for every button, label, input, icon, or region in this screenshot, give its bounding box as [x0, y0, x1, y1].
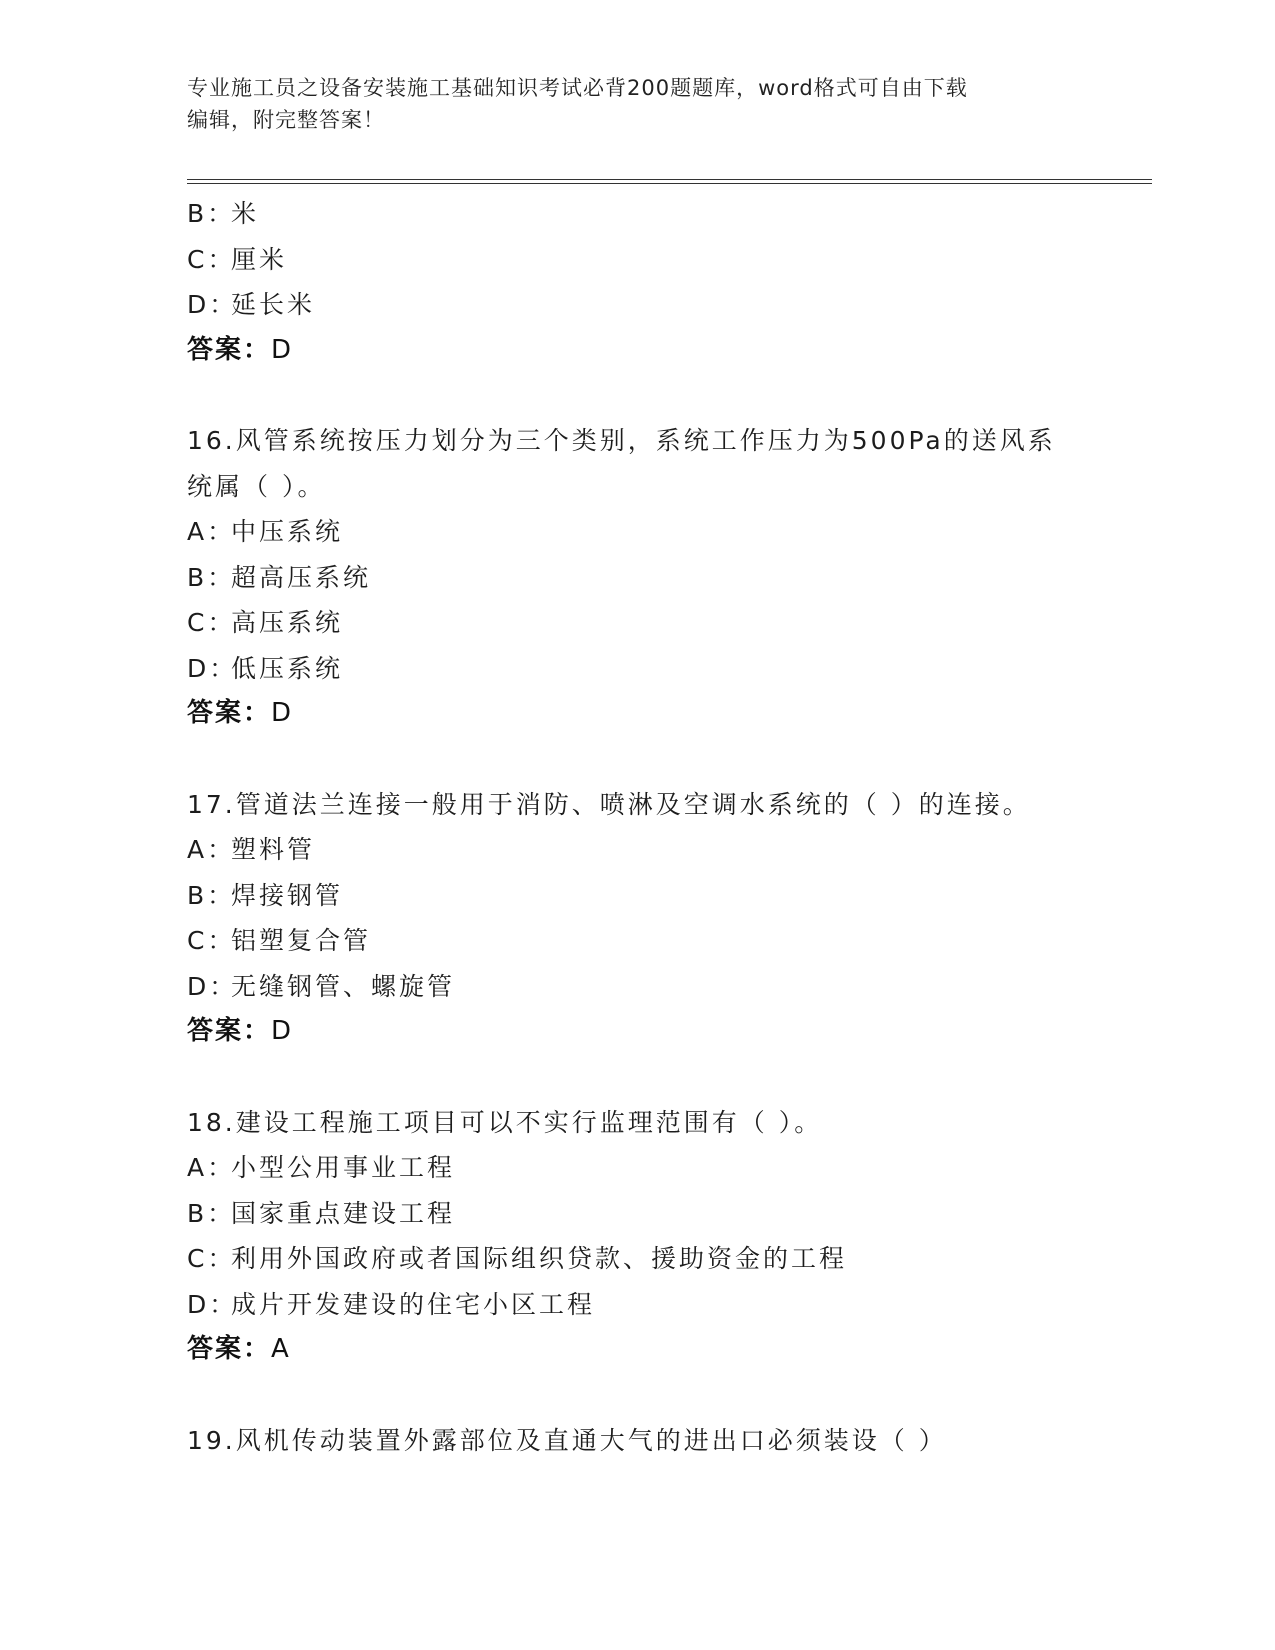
option-key: D：	[187, 971, 238, 1001]
question-stem-continued: 统属（ ）。	[187, 471, 326, 501]
spacer	[187, 1055, 1087, 1100]
option-text: 中压系统	[231, 517, 344, 546]
option-text: 利用外国政府或者国际组织贷款、援助资金的工程	[231, 1244, 848, 1273]
question-stem: 17.管道法兰连接一般用于消防、喷淋及空调水系统的（ ）的连接。	[187, 789, 1031, 819]
option-d	[187, 1282, 1087, 1328]
header-divider-bottom	[187, 183, 1152, 184]
answer-label: 答案：	[187, 698, 272, 728]
document-header	[187, 72, 1077, 136]
answer-line	[187, 328, 1087, 374]
option-c	[187, 1236, 1087, 1282]
option-d	[187, 646, 1087, 692]
question-19	[187, 1418, 1087, 1464]
option-key: C：	[187, 244, 236, 274]
option-key: A：	[187, 835, 236, 864]
spacer	[187, 1373, 1087, 1418]
question-stem: 19.风机传动装置外露部位及直通大气的进出口必须装设（ ）	[187, 1425, 947, 1455]
question-16	[187, 418, 1087, 737]
option-b	[187, 873, 1087, 919]
question-content	[187, 191, 1087, 1463]
option-d	[187, 282, 1087, 328]
question-17	[187, 782, 1087, 1055]
option-key: B：	[187, 1198, 236, 1228]
option-text: 国家重点建设工程	[231, 1198, 456, 1228]
option-key: C：	[187, 608, 236, 637]
option-a	[187, 827, 1087, 873]
answer-line	[187, 1327, 1087, 1373]
question-18	[187, 1100, 1087, 1373]
header-divider-top	[187, 179, 1152, 180]
question-stem: 16.风管系统按压力划分为三个类别，系统工作压力为500Pa的送风系	[187, 426, 1056, 455]
option-key: C：	[187, 926, 236, 955]
option-text: 塑料管	[231, 835, 316, 864]
option-c	[187, 237, 1087, 283]
option-b	[187, 555, 1087, 601]
option-text: 小型公用事业工程	[231, 1153, 456, 1182]
answer-value: A	[271, 1334, 291, 1364]
option-c	[187, 600, 1087, 646]
option-text: 焊接钢管	[231, 880, 344, 910]
option-text: 铝塑复合管	[231, 926, 372, 955]
option-text: 厘米	[231, 244, 288, 274]
header-title-line-1: 专业施工员之设备安装施工基础知识考试必背200题题库，word格式可自由下载	[187, 76, 968, 100]
answer-label: 答案：	[187, 334, 272, 365]
option-text: 延长米	[231, 290, 316, 319]
option-key: D：	[187, 1289, 238, 1319]
question-15-partial	[187, 191, 1087, 373]
option-d	[187, 964, 1087, 1010]
option-key: D：	[187, 653, 238, 683]
option-text: 成片开发建设的住宅小区工程	[231, 1289, 596, 1319]
option-b	[187, 191, 1087, 237]
answer-value: D	[271, 698, 294, 728]
option-key: A：	[187, 517, 236, 546]
answer-label: 答案：	[187, 1334, 272, 1364]
option-key: A：	[187, 1153, 236, 1182]
option-text: 无缝钢管、螺旋管	[231, 971, 456, 1001]
answer-line	[187, 1009, 1087, 1055]
spacer	[187, 373, 1087, 418]
option-b	[187, 1191, 1087, 1237]
question-stem: 18.建设工程施工项目可以不实行监理范围有（ ）。	[187, 1107, 823, 1137]
answer-value: D	[271, 334, 294, 365]
spacer	[187, 737, 1087, 782]
option-c	[187, 918, 1087, 964]
option-key: B：	[187, 199, 236, 228]
option-text: 高压系统	[231, 608, 344, 637]
option-text: 低压系统	[231, 653, 344, 683]
option-key: B：	[187, 562, 236, 592]
option-key: D：	[187, 290, 238, 319]
option-text: 米	[231, 199, 260, 228]
answer-line	[187, 691, 1087, 737]
answer-value: D	[271, 1016, 294, 1046]
option-text: 超高压系统	[231, 562, 372, 592]
option-key: C：	[187, 1244, 236, 1273]
option-a	[187, 509, 1087, 555]
option-key: B：	[187, 880, 236, 910]
answer-label: 答案：	[187, 1016, 272, 1046]
header-title-line-2: 编辑，附完整答案！	[187, 108, 385, 132]
option-a	[187, 1145, 1087, 1191]
